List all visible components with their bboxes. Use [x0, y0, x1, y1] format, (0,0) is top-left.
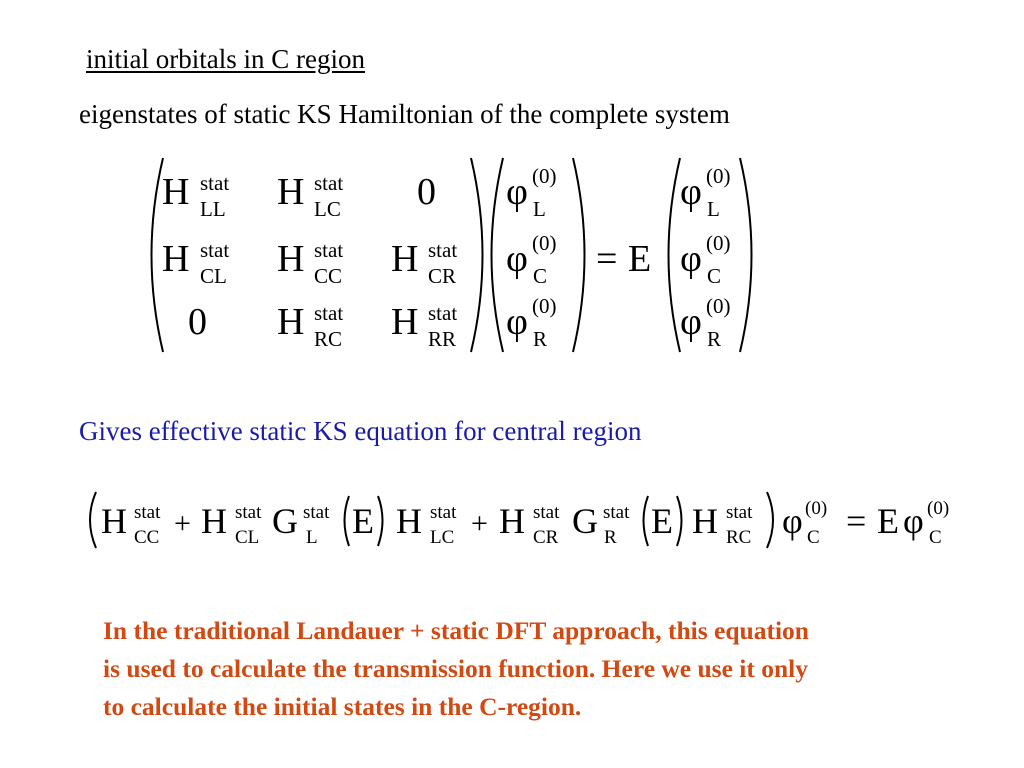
energy-e: E [628, 238, 652, 280]
phi-r: φ [506, 301, 528, 343]
eq2-h-cr: H [499, 501, 525, 541]
phi-r-sub: R [533, 327, 548, 351]
phi-r-rhs-sup: (0) [706, 294, 731, 318]
eq2-h-rc-stat: stat [726, 502, 753, 523]
eq2-phi-rhs: φ [903, 501, 924, 541]
eq2-h-rc: H [692, 501, 718, 541]
h-cc-stat: stat [314, 238, 344, 262]
eq2-g-r: G [572, 501, 598, 541]
phi-l: φ [506, 171, 528, 213]
eq2-h-lc: H [396, 501, 422, 541]
phi-c: φ [506, 238, 528, 280]
phi-l-sup: (0) [532, 164, 557, 188]
subtitle: eigenstates of static KS Hamiltonian of the complete system [79, 99, 730, 129]
eq2-h-cl: H [201, 501, 227, 541]
note-paragraph [103, 612, 993, 726]
eq2-g-r-sub: R [604, 527, 617, 548]
phi-l-rhs: φ [680, 171, 702, 213]
eq2-right-paren [767, 492, 773, 548]
eq2-e-paren-close [378, 496, 383, 546]
eq2-h-cr-sub: CR [533, 527, 559, 548]
zero-31: 0 [188, 301, 207, 343]
eq2-phi-rhs-sup: (0) [927, 498, 950, 519]
blue-caption: Gives effective static KS equation for central region [79, 416, 642, 446]
phi-c-sup: (0) [532, 231, 557, 255]
eq2-g-r-stat: stat [603, 502, 630, 523]
phi-c-rhs-sup: (0) [706, 231, 731, 255]
eq2-left-paren [90, 492, 96, 548]
eq2-h-cr-stat: stat [533, 502, 560, 523]
eq2-phi-lhs: φ [782, 501, 803, 541]
note-line-1: In the traditional Landauer + static DFT approach, this equation [103, 616, 809, 645]
h-rc-sub: RC [314, 327, 343, 351]
eq2-phi-lhs-sup: (0) [805, 498, 828, 519]
h-cl-stat: stat [200, 238, 230, 262]
phi-left-paren [492, 158, 504, 352]
eq2-h-cl-stat: stat [235, 502, 262, 523]
eq2-h-cc-sub: CC [134, 527, 160, 548]
rhs-right-paren [740, 158, 752, 352]
h-rr-stat: stat [428, 301, 458, 325]
matrix-row-2 [162, 238, 457, 288]
zero-13: 0 [417, 171, 436, 213]
h-lc-stat: stat [314, 171, 344, 195]
h-rr-sub: RR [428, 327, 457, 351]
h-lc: H [277, 171, 305, 213]
phi-c-rhs: φ [680, 238, 702, 280]
h-cl: H [162, 238, 190, 280]
phi-right-paren [573, 158, 585, 352]
eq2-e2-paren-open [644, 496, 649, 546]
phi-l-rhs-sub: L [707, 197, 720, 221]
eq2-g-l-stat: stat [303, 502, 330, 523]
eq2-phi-rhs-sub: C [929, 527, 942, 548]
eq2-h-lc-stat: stat [430, 502, 457, 523]
eq2-e-1: E [352, 501, 374, 541]
phi-l-sub: L [533, 197, 546, 221]
phi-r-rhs-sub: R [707, 327, 722, 351]
eq2-phi-lhs-sub: C [807, 527, 820, 548]
h-ll-stat: stat [200, 171, 230, 195]
eq2-equals: = [846, 501, 867, 541]
eq2-h-lc-sub: LC [430, 527, 455, 548]
eq2-e2-paren-close [677, 496, 682, 546]
matrix-row-1 [162, 171, 436, 221]
phi-c-sub: C [533, 264, 548, 288]
eq2-h-rc-sub: RC [726, 527, 752, 548]
eq2-plus-1: + [174, 507, 191, 540]
eq2-h-cl-sub: CL [235, 527, 260, 548]
h-cc: H [277, 238, 305, 280]
h-ll: H [162, 171, 190, 213]
note-line-3: to calculate the initial states in the C-region. [103, 692, 582, 721]
phi-r-sup: (0) [532, 294, 557, 318]
eq2-g-l: G [272, 501, 298, 541]
eq2-e-3: E [877, 501, 899, 541]
rhs-left-paren [669, 158, 681, 352]
h-rc: H [277, 301, 305, 343]
phi-vector-rhs [680, 164, 731, 351]
h-rr: H [391, 301, 419, 343]
h-matrix-right-paren [471, 158, 483, 352]
eq2-g-l-sub: L [306, 527, 318, 548]
h-rc-stat: stat [314, 301, 344, 325]
phi-l-rhs-sup: (0) [706, 164, 731, 188]
h-lc-sub: LC [314, 197, 341, 221]
equals-sign: = [596, 238, 618, 280]
phi-r-rhs: φ [680, 301, 702, 343]
h-cr-stat: stat [428, 238, 458, 262]
phi-c-rhs-sub: C [707, 264, 722, 288]
matrix-row-3 [188, 301, 457, 351]
h-cc-sub: CC [314, 264, 343, 288]
h-ll-sub: LL [200, 197, 226, 221]
slide-title: initial orbitals in C region [86, 44, 365, 74]
eq2-h-cc: H [101, 501, 127, 541]
note-line-2: is used to calculate the transmission function. Here we use it only [103, 654, 809, 683]
h-cl-sub: CL [200, 264, 227, 288]
phi-vector-lhs [506, 164, 557, 351]
eq2-e-paren-open [345, 496, 350, 546]
eq2-h-cc-stat: stat [134, 502, 161, 523]
h-cr: H [391, 238, 419, 280]
eq2-plus-2: + [471, 507, 488, 540]
eq2-e-2: E [651, 501, 673, 541]
h-cr-sub: CR [428, 264, 457, 288]
effective-equation [90, 492, 949, 548]
